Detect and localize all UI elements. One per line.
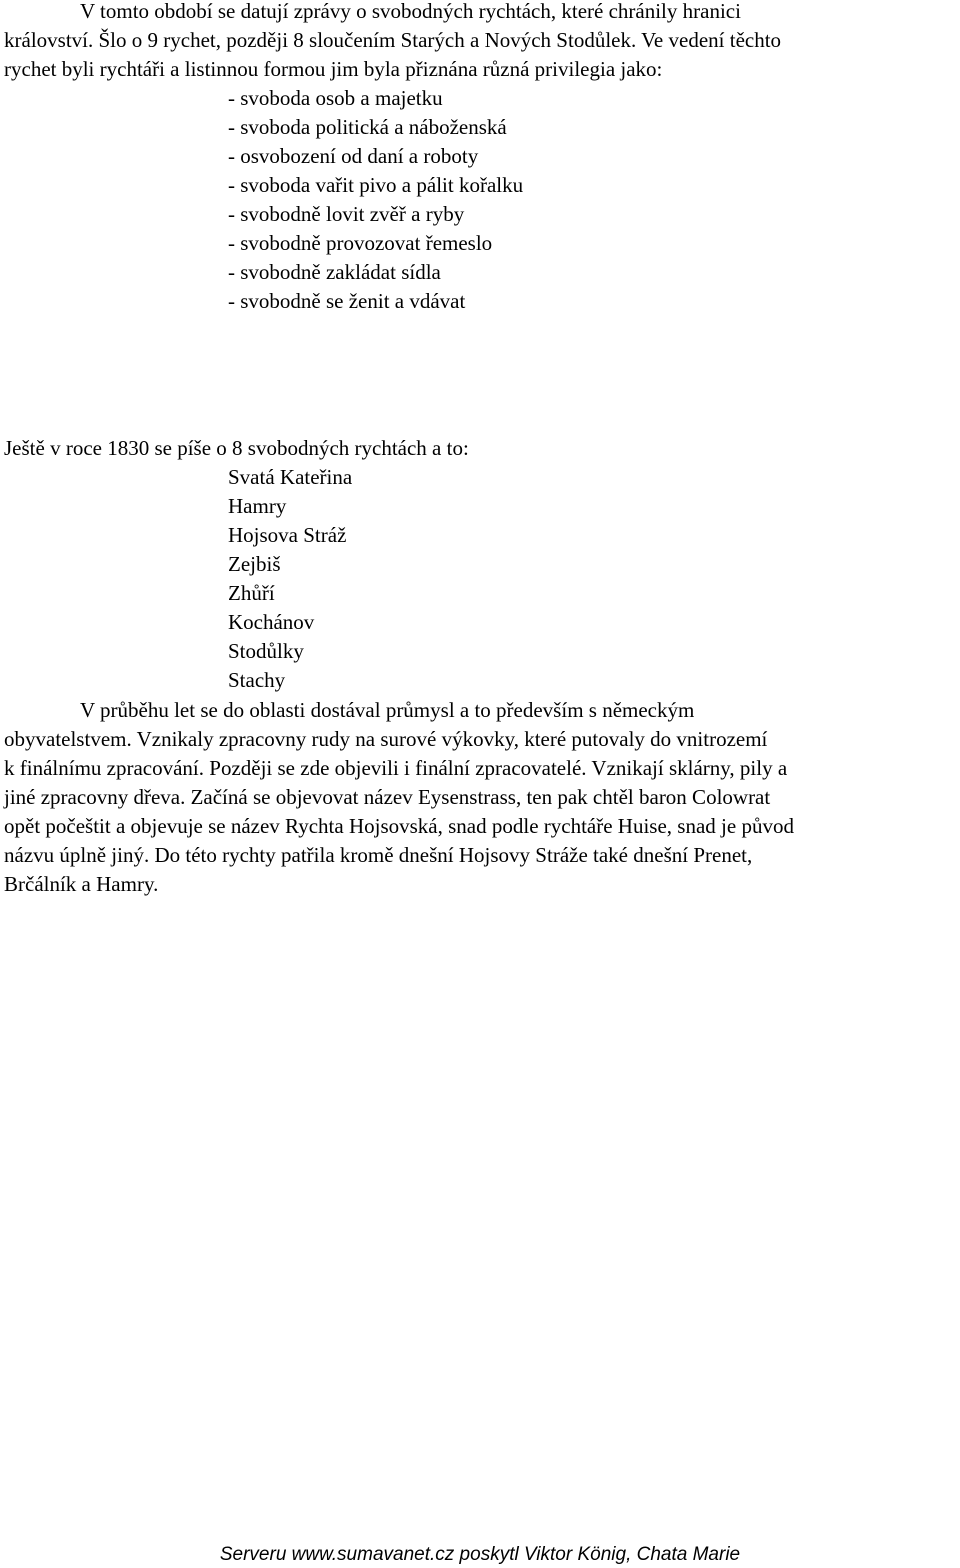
privilege-item: - svobodně lovit zvěř a ryby bbox=[228, 202, 465, 226]
rychta-item: Hojsova Stráž bbox=[228, 523, 347, 547]
history-line: názvu úplně jiný. Do této rychty patřila kromě dnešní Hojsovy Stráže také dnešní Prenet, bbox=[4, 843, 753, 867]
history-line: V průběhu let se do oblasti dostával průmysl a to především s německým bbox=[80, 698, 695, 722]
privilege-item: - svobodně provozovat řemeslo bbox=[228, 231, 493, 255]
privilege-item: - svobodně zakládat sídla bbox=[228, 260, 441, 284]
history-line: Brčálník a Hamry. bbox=[4, 872, 159, 896]
rychta-item: Zhůří bbox=[228, 581, 275, 605]
rychta-item: Svatá Kateřina bbox=[228, 465, 353, 489]
history-line: k finálnímu zpracování. Později se zde objevili i finální zpracovatelé. Vznikají sklárny, pily a bbox=[4, 756, 788, 780]
rychta-item: Zejbiš bbox=[228, 552, 281, 576]
privilege-item: - svobodně se ženit a vdávat bbox=[228, 289, 466, 313]
rychta-item: Hamry bbox=[228, 494, 287, 518]
rychta-item: Stodůlky bbox=[228, 639, 304, 663]
history-line: obyvatelstvem. Vznikaly zpracovny rudy na surové výkovky, které putovaly do vnitrozemí bbox=[4, 727, 768, 751]
rychta-item: Kochánov bbox=[228, 610, 315, 634]
privilege-item: - svoboda vařit pivo a pálit kořalku bbox=[228, 173, 524, 197]
rychty-heading: Ještě v roce 1830 se píše o 8 svobodných rychtách a to: bbox=[4, 436, 469, 460]
footer-credit: Serveru www.sumavanet.cz poskytl Viktor König, Chata Marie bbox=[219, 1544, 741, 1565]
rychta-item: Stachy bbox=[228, 668, 286, 692]
privilege-item: - svoboda politická a náboženská bbox=[228, 115, 507, 139]
intro-line: V tomto období se datují zprávy o svobodných rychtách, které chránily hranici bbox=[80, 0, 741, 23]
privilege-item: - osvobození od daní a roboty bbox=[228, 144, 479, 168]
history-line: jiné zpracovny dřeva. Začíná se objevovat název Eysenstrass, ten pak chtěl baron Colowrat bbox=[4, 785, 771, 809]
intro-line: rychet byli rychtáři a listinnou formou jim byla přiznána různá privilegia jako: bbox=[4, 57, 663, 81]
intro-line: království. Šlo o 9 rychet, později 8 sloučením Starých a Nových Stodůlek. Ve vedení těchto bbox=[4, 28, 782, 52]
history-line: opět počeštit a objevuje se název Rychta Hojsovská, snad podle rychtáře Huise, snad je původ bbox=[4, 814, 794, 838]
privilege-item: - svoboda osob a majetku bbox=[228, 86, 443, 110]
